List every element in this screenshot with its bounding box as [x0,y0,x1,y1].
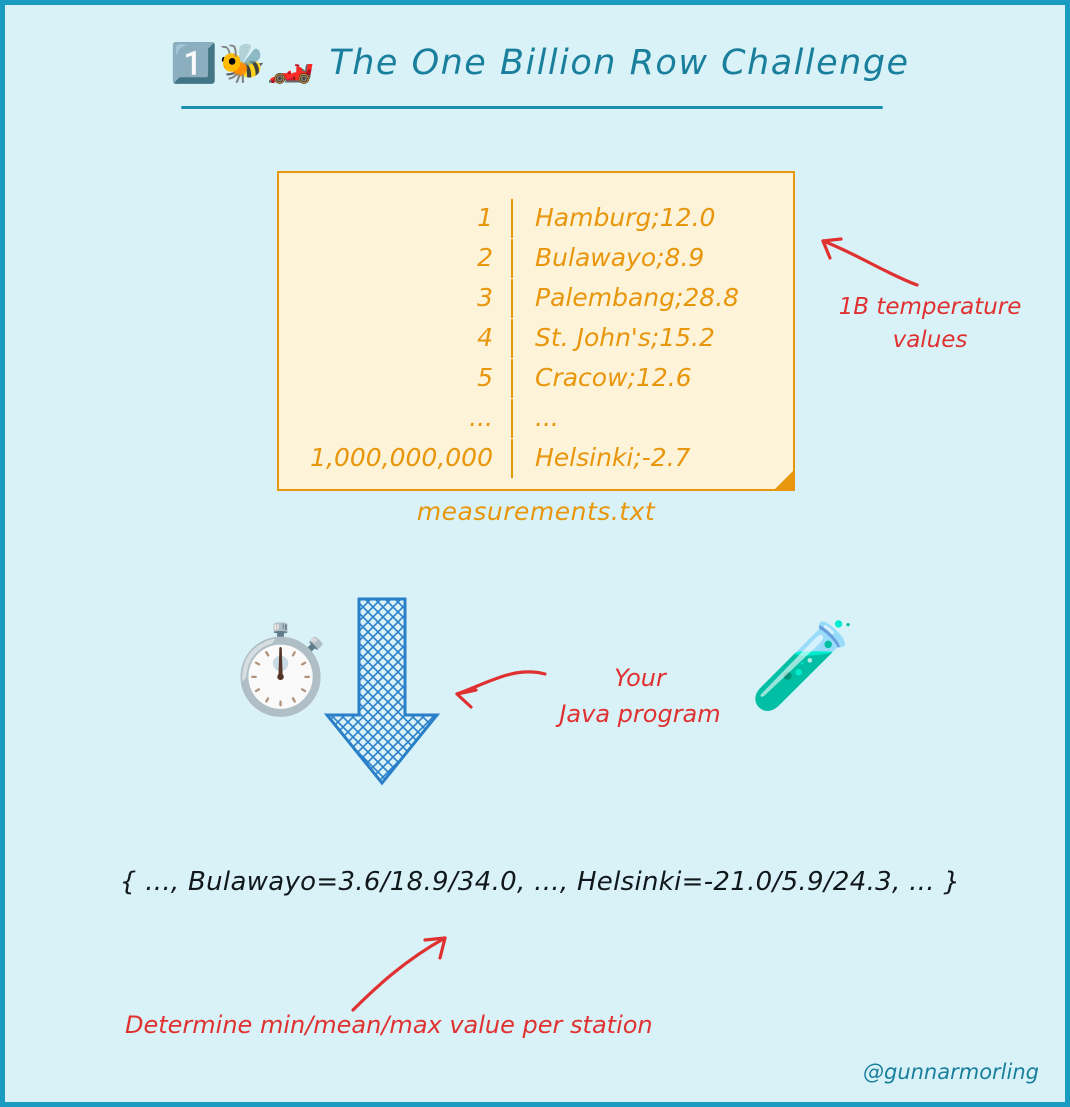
annotation-java-program-line1: Your [614,664,666,692]
title-emoji-icon: 1️⃣🐝🏎️ [170,41,316,85]
row-value: St. John's;15.2 [535,323,715,352]
result-output: { ..., Bulawayo=3.6/18.9/34.0, ..., Helsinki=-21.0/5.9/24.3, ... } [119,867,961,897]
row-value: Hamburg;12.0 [535,203,716,232]
row-index: 4 [477,323,493,352]
table-row [279,363,797,398]
arrow-to-file-icon [805,223,925,293]
table-row [279,443,797,478]
title-text: The One Billion Row Challenge [329,43,910,83]
table-row [279,283,797,318]
annotation-java-program [525,660,755,732]
stopwatch-icon: ⏱️ [227,620,335,720]
annotation-java-program-line2: Java program [559,700,721,728]
test-tube-icon: 🧪 [749,616,857,716]
row-value: Helsinki;-2.7 [535,443,691,472]
row-index: ... [469,403,493,432]
table-row [279,403,797,438]
row-index: 1,000,000,000 [310,443,493,472]
row-value: Cracow;12.6 [535,363,692,392]
annotation-temperature-values-line2: values [892,327,968,354]
file-row-list [279,203,797,478]
row-index: 3 [477,283,493,312]
row-value: ... [535,403,559,432]
row-index: 5 [477,363,493,392]
arrow-to-result-icon [345,930,465,1015]
table-row [279,243,797,278]
annotation-determine: Determine min/mean/max value per station [125,1011,653,1039]
row-index: 1 [477,203,493,232]
title-underline-divider [181,106,883,109]
table-row [279,323,797,358]
table-row [279,203,797,238]
annotation-temperature-values-line1: 1B temperature [838,294,1022,320]
annotation-temperature-values [810,291,1050,358]
row-value: Palembang;28.8 [535,283,740,312]
file-name-label: measurements.txt [416,497,656,526]
page-title [5,43,1070,83]
row-index: 2 [477,243,493,272]
row-value: Bulawayo;8.9 [535,243,705,272]
down-arrow-icon [323,597,441,787]
measurements-file-card [277,171,795,491]
author-handle: @gunnarmorling [862,1060,1039,1084]
page-fold-corner [773,469,795,491]
